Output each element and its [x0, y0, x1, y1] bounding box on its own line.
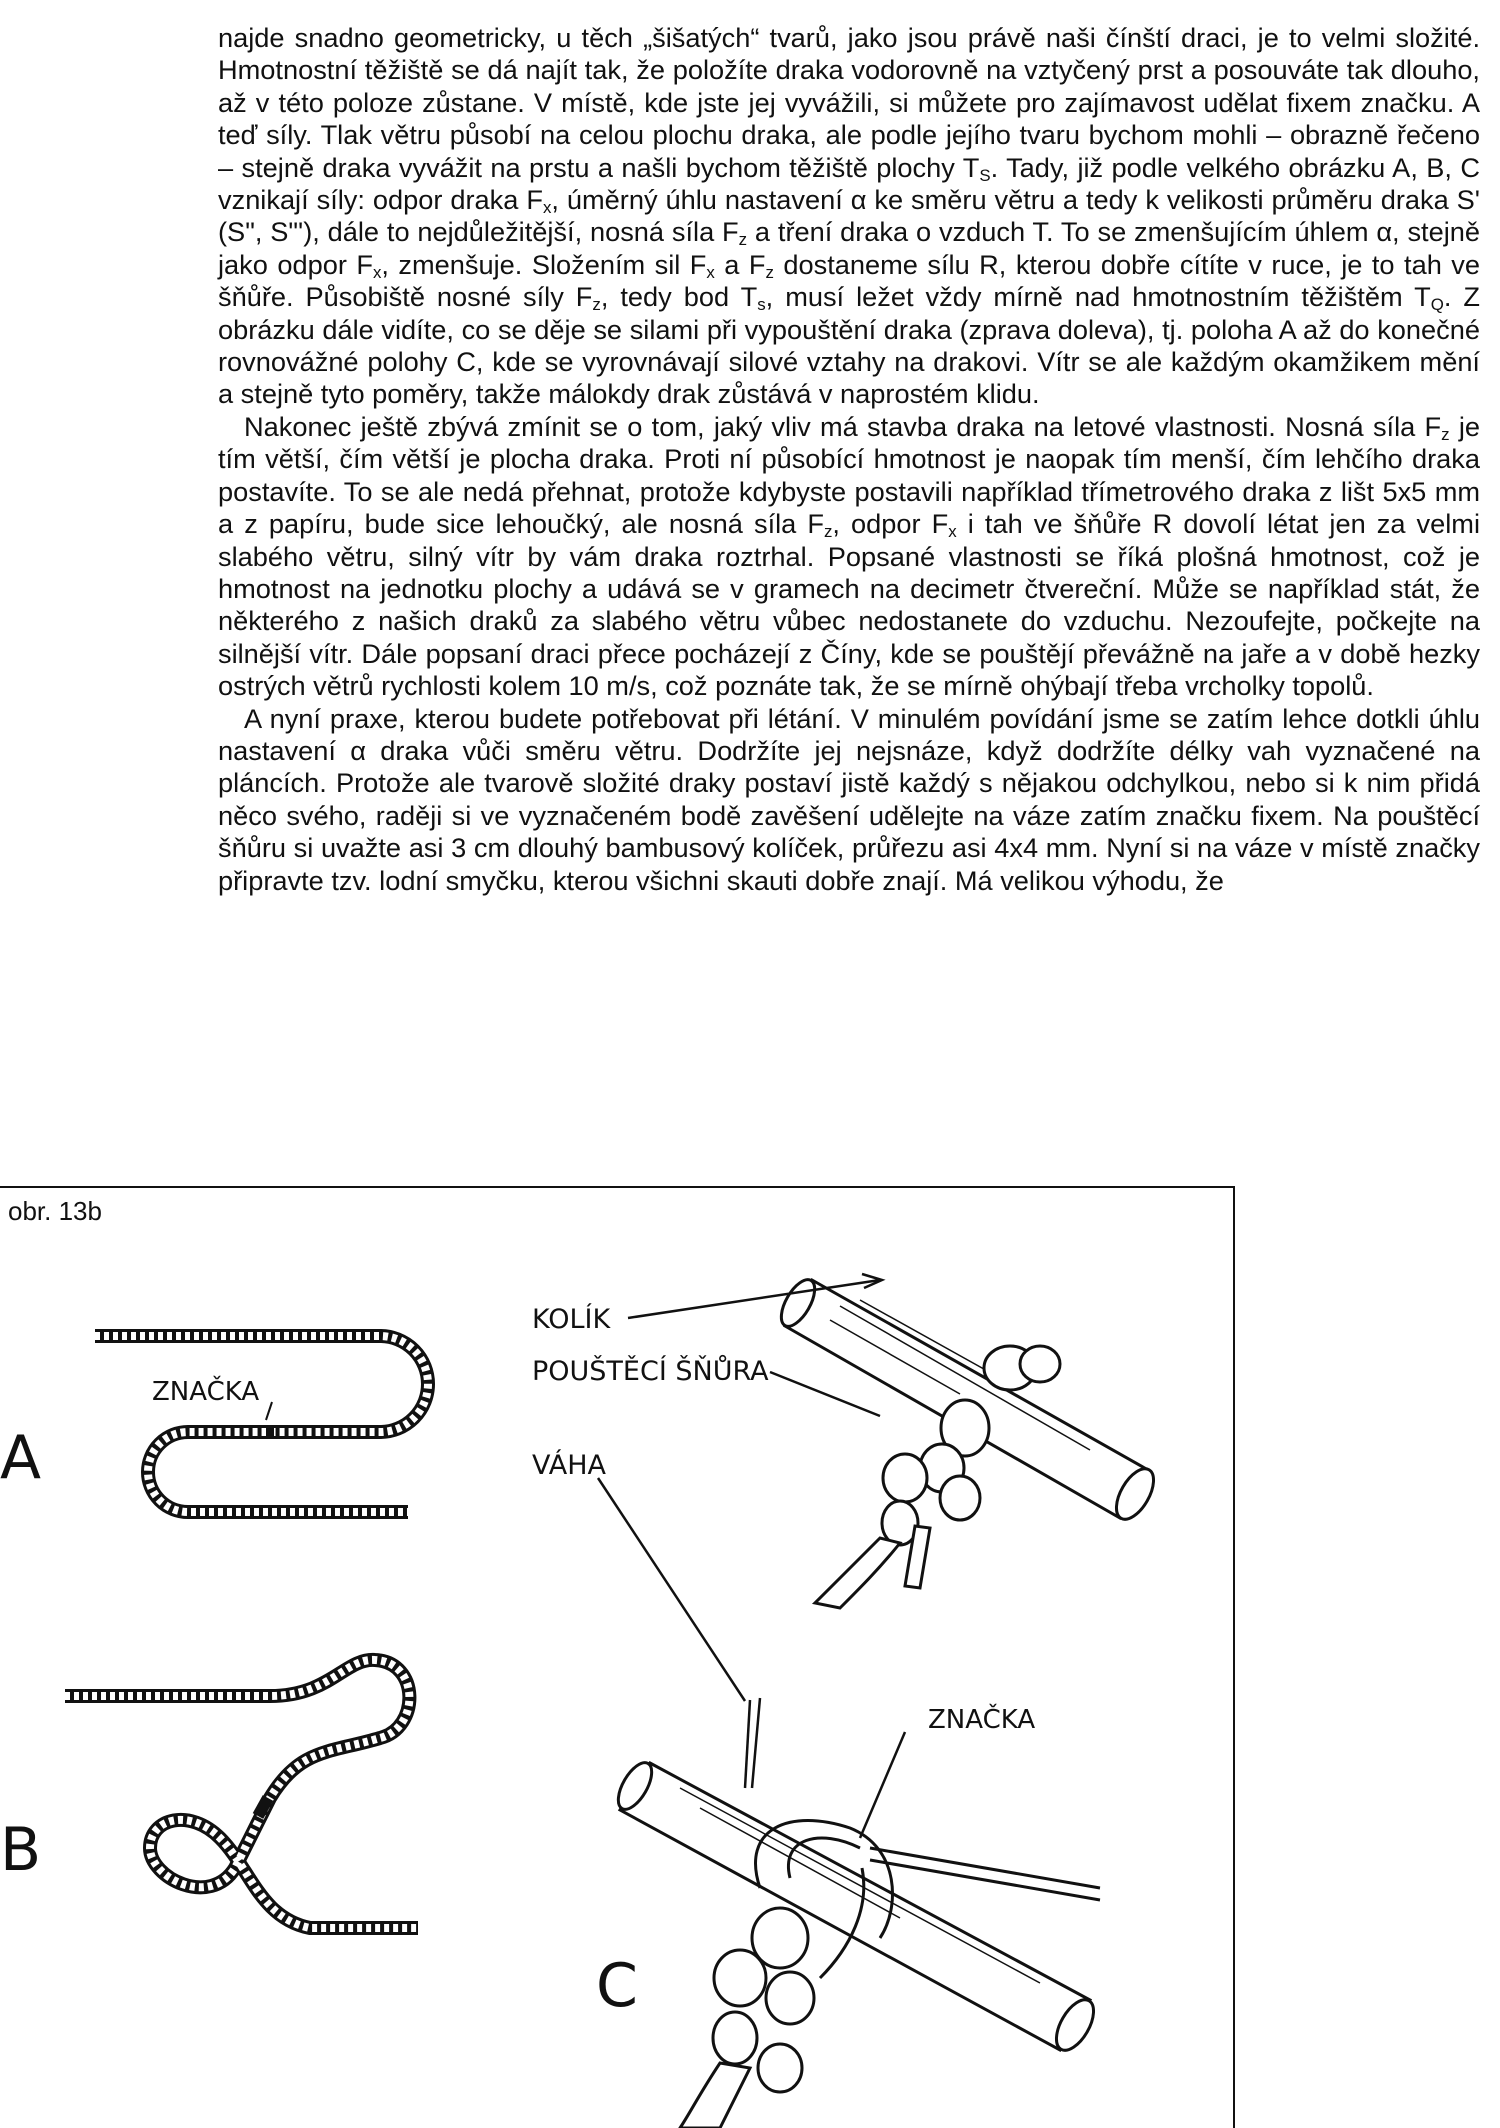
paragraph-3: A nyní praxe, kterou budete potřebovat při létání. V minulém povídání jsme se zatím lehce dotkli úhlu nastavení α draka vůči směru větru. Dodržíte jej nejsnáze, když dodržíte délky vah vyznačené na pláncích. Protože ale tvarově složité draky postaví jistě každý s nějakou odchylkou, nebo si k nim přidá něco svého, raději si ve vyznačeném bodě zavěšení udělejte na váze zatím značku fixem. Na pouštěcí šňůru si uvažte asi 3 cm dlouhý bambusový kolíček, průřezu asi 4x4 mm. Nyní si na váze v místě značky připravte tzv. lodní smyčku, kterou všichni skauti dobře znají. Má velikou výhodu, že — [218, 702, 1480, 896]
article-text — [218, 22, 1480, 897]
label-vaha: VÁHA — [532, 1450, 606, 1481]
label-b: B — [0, 1815, 42, 1885]
peg-knot-c — [612, 1757, 1102, 2128]
label-a: A — [0, 1423, 42, 1493]
figure-13b — [0, 1186, 1235, 2128]
label-znacka-c: ZNAČKA — [928, 1705, 1036, 1735]
label-kolik: KOLÍK — [532, 1304, 611, 1335]
label-c: C — [596, 1951, 638, 2021]
rope-drawing-b — [65, 1660, 418, 1928]
paragraph-1: najde snadno geometricky, u těch „šišatých“ tvarů, jako jsou právě naši čínští draci, je to velmi složité. Hmotnostní těžiště se dá najít tak, že položíte draka vodorovně na vztyčený prst a posouváte tak dlouho, až v této poloze zůstane. V místě, kde jste jej vyvážili, si můžete pro zajímavost udělat fixem značku. A teď síly. Tlak větru působí na celou plochu draka, ale podle jejího tvaru bychom mohli – obrazně řečeno – stejně draka vyvážit na prstu a našli bychom těžiště plochy $T_S$. Tady, již podle velkého obrázku A, B, C vznikají síly: odpor draka $F_x$, úměrný úhlu nastavení α ke směru větru a tedy k velikosti průměru draka S' (S", S"'), dále to nejdůležitější, nosná síla $F_z$ a tření draka o vzduch T. To se zmenšujícím úhlem α, stejně jako odpor $F_x$, zmenšuje. Složením sil $F_x$ a $F_z$ dostaneme sílu R, kterou dobře cítíte v ruce, je to tah ve šňůře. Působiště nosné síly $F_z$, tedy bod $T_s$, musí ležet vždy mírně nad hmotnostním těžištěm $T_Q$. Z obrázku dále vidíte, co se děje se silami při vypouštění draka (zprava doleva), tj. poloha A až do konečné rovnovážné polohy C, kde se vyrovnávají silové vztahy na drakovi. Vítr se ale každým okamžikem mění a stejně tyto poměry, takže málokdy drak zůstává v naprostém klidu. — [218, 22, 1480, 410]
label-znacka-a: ZNAČKA — [152, 1377, 260, 1407]
rope-drawing-a — [95, 1336, 428, 1512]
label-poustecí-snura: POUŠTĚCÍ ŠŇŮRA — [532, 1356, 769, 1387]
peg-knot-top — [775, 1274, 1162, 1608]
figure-caption: obr. 13b — [8, 1196, 102, 1226]
paragraph-2: Nakonec ještě zbývá zmínit se o tom, jaký vliv má stavba draka na letové vlastnosti. Nosná síla $F_z$ je tím větší, čím větší je plocha draka. Proti ní působící hmotnost je naopak tím menší, čím lehčího draka postavíte. To se ale nedá přehnat, protože kdybyste postavili například třímetrového draka z lišt 5x5 mm a z papíru, bude sice lehoučký, ale nosná síla $F_z$, odpor $F_x$ i tah ve šňůře R dovolí létat jen za velmi slabého větru, silný vítr by vám draka roztrhal. Popsané vlastnosti se říká plošná hmotnost, což je hmotnost na jednotku plochy a udává se v gramech na decimetr čtvereční. Může se například stát, že některého z našich draků za slabého větru vůbec nedostanete do vzduchu. Nezoufejte, počkejte na silnější vítr. Dále popsaní draci přece pocházejí z Číny, kde se pouštějí převážně na jaře a v době hezky ostrých větrů rychlosti kolem 10 m/s, což poznáte tak, že se mírně ohýbají třeba vrcholky topolů. — [218, 410, 1480, 702]
knot-illustration — [0, 1188, 1233, 2128]
